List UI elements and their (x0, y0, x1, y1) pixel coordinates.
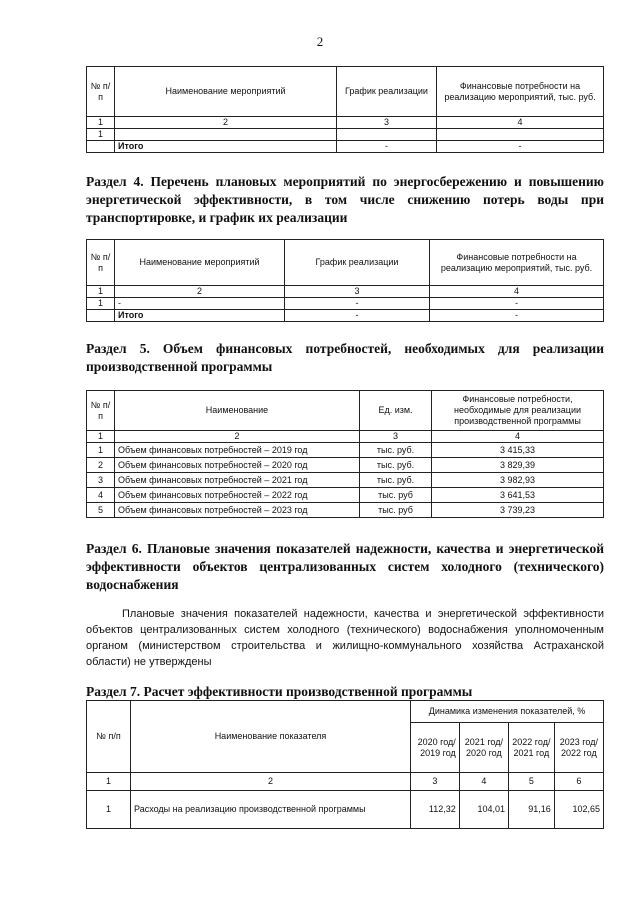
cell: 3 (360, 431, 432, 443)
cell: 1 (87, 431, 115, 443)
cell: 4 (430, 286, 604, 298)
cell: тыс. руб. (360, 473, 432, 488)
cell: 5 (87, 503, 115, 518)
cell (87, 141, 115, 153)
section-7-title: Раздел 7. Расчет эффективности производственной программы (86, 684, 473, 699)
cell: 4 (437, 117, 604, 129)
cell: - (285, 310, 430, 322)
cell: 91,16 (509, 791, 555, 829)
cell (337, 129, 437, 141)
col-header-period: 2023 год/ 2022 год (554, 723, 603, 773)
table-row (87, 458, 604, 473)
cell: 1 (87, 129, 115, 141)
cell: Объем финансовых потребностей – 2020 год (115, 458, 360, 473)
table-row (87, 488, 604, 503)
col-header-period: 2020 год/ 2019 год (411, 723, 460, 773)
cell: тыс. руб. (360, 443, 432, 458)
table-row (87, 791, 604, 829)
table-activities-1 (86, 66, 604, 153)
cell: 3 (411, 773, 460, 791)
cell: 104,01 (459, 791, 508, 829)
cell: 3 739,23 (432, 503, 604, 518)
cell: - (437, 141, 604, 153)
col-header-dynamics: Динамика изменения показателей, % (411, 701, 604, 723)
table-row (87, 129, 604, 141)
table-efficiency (86, 700, 604, 829)
cell: 2 (115, 431, 360, 443)
cell: 3 (285, 286, 430, 298)
cell: - (430, 298, 604, 310)
table-header (87, 391, 604, 431)
cell: - (285, 298, 430, 310)
cell: - (337, 141, 437, 153)
cell: 4 (432, 431, 604, 443)
cell: 1 (87, 791, 131, 829)
col-header-name: Наименование (115, 391, 360, 431)
cell: 3 982,93 (432, 473, 604, 488)
cell: 1 (87, 298, 115, 310)
col-header-period: 2022 год/ 2021 год (509, 723, 555, 773)
col-header-name: Наименование мероприятий (115, 240, 285, 286)
cell: Расходы на реализацию производственной программы (131, 791, 411, 829)
col-header-period: 2021 год/ 2020 год (459, 723, 508, 773)
total-label: Итого (115, 141, 337, 153)
col-header-finance: Финансовые потребности на реализацию мероприятий, тыс. руб. (430, 240, 604, 286)
table-row-numbers (87, 431, 604, 443)
cell: 1 (87, 443, 115, 458)
section-6-paragraph: Плановые значения показателей надежности, качества и энергетической эффективности объектов централизованных систем холодного (технического) водоснабжения уполномоченным органом (министерством строительства и жилищно-коммунального хозяйства Астраханской области) не утверждены (86, 608, 604, 668)
cell: 3 641,53 (432, 488, 604, 503)
total-label: Итого (115, 310, 285, 322)
cell (115, 129, 337, 141)
cell: 112,32 (411, 791, 460, 829)
col-header-finance: Финансовые потребности, необходимые для реализации производственной программы (432, 391, 604, 431)
table-row-total (87, 310, 604, 322)
cell: 6 (554, 773, 603, 791)
col-header-num: № п/п (87, 67, 115, 117)
cell: 4 (459, 773, 508, 791)
table-header (87, 701, 604, 723)
cell: 3 415,33 (432, 443, 604, 458)
cell: 3 (337, 117, 437, 129)
cell: 4 (87, 488, 115, 503)
section-5-title: Раздел 5. Объем финансовых потребностей, необходимых для реализации производственной программы (86, 341, 604, 374)
cell: 2 (115, 117, 337, 129)
section-4-title: Раздел 4. Перечень плановых мероприятий по энергосбережению и повышению энергетической эффективности, в том числе снижению потерь воды при транспортировке, и график их реализации (86, 174, 604, 225)
table-activities-2 (86, 239, 604, 322)
section-6-title: Раздел 6. Плановые значения показателей надежности, качества и энергетической эффективности объектов централизованных систем холодного (технического) водоснабжения (86, 541, 604, 592)
cell: Объем финансовых потребностей – 2022 год (115, 488, 360, 503)
cell: тыс. руб. (360, 458, 432, 473)
col-header-name: Наименование показателя (131, 701, 411, 773)
cell: 2 (131, 773, 411, 791)
table-row (87, 443, 604, 458)
table-row-numbers (87, 286, 604, 298)
table-row-total (87, 141, 604, 153)
table-row (87, 503, 604, 518)
cell: тыс. руб (360, 488, 432, 503)
cell: Объем финансовых потребностей – 2021 год (115, 473, 360, 488)
col-header-name: Наименование мероприятий (115, 67, 337, 117)
cell: Объем финансовых потребностей – 2019 год (115, 443, 360, 458)
cell: 3 829,39 (432, 458, 604, 473)
table-row (87, 473, 604, 488)
col-header-num: № п/п (87, 701, 131, 773)
cell: - (430, 310, 604, 322)
cell: 5 (509, 773, 555, 791)
cell (437, 129, 604, 141)
cell: 1 (87, 117, 115, 129)
table-row-numbers (87, 117, 604, 129)
col-header-unit: Ед. изм. (360, 391, 432, 431)
cell: 2 (87, 458, 115, 473)
cell: тыс. руб (360, 503, 432, 518)
table-header (87, 67, 604, 117)
cell: - (115, 298, 285, 310)
table-header (87, 240, 604, 286)
col-header-num: № п/п (87, 240, 115, 286)
cell: 3 (87, 473, 115, 488)
page-number: 2 (316, 34, 324, 49)
col-header-schedule: График реализации (337, 67, 437, 117)
cell: 1 (87, 773, 131, 791)
table-finance (86, 390, 604, 518)
cell: 102,65 (554, 791, 603, 829)
table-row (87, 298, 604, 310)
cell (87, 310, 115, 322)
col-header-num: № п/п (87, 391, 115, 431)
cell: 2 (115, 286, 285, 298)
cell: 1 (87, 286, 115, 298)
col-header-finance: Финансовые потребности на реализацию мероприятий, тыс. руб. (437, 67, 604, 117)
col-header-schedule: График реализации (285, 240, 430, 286)
cell: Объем финансовых потребностей – 2023 год (115, 503, 360, 518)
table-row-numbers (87, 773, 604, 791)
